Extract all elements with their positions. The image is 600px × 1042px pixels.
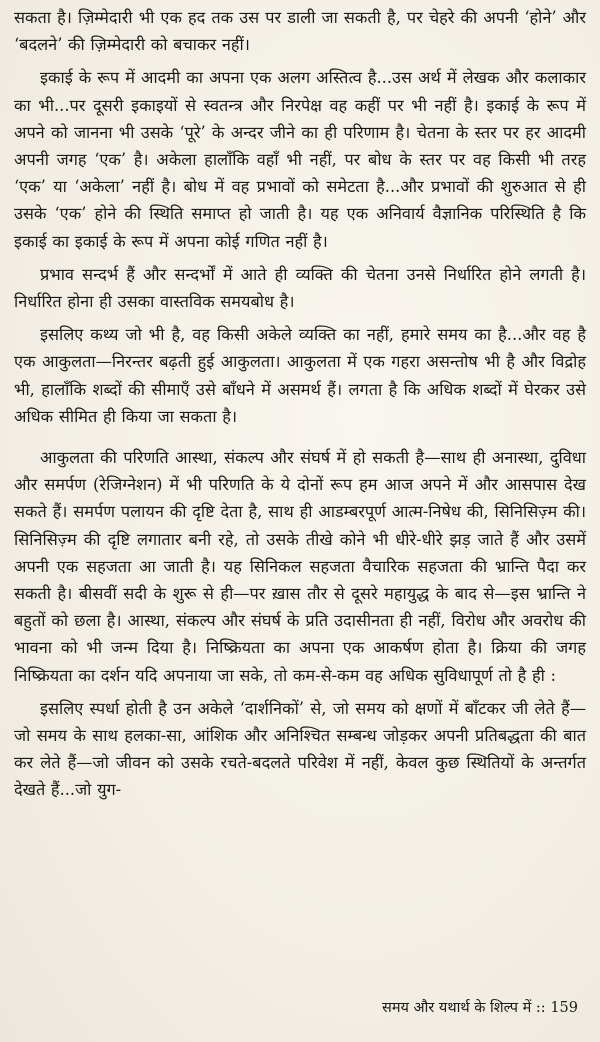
paragraph-3: प्रभाव सन्दर्भ हैं और सन्दर्भों में आते ही व्यक्ति की चेतना उनसे निर्धारित होने लगती है। निर्धारित होना ही उसका वास्तविक समयबोध है।	[14, 264, 586, 312]
paragraph-2: इकाई के रूप में आदमी का अपना एक अलग अस्तित्व है...उस अर्थ में लेखक और कलाकार का भी...पर दूसरी इकाइयों से स्वतन्त्र और निरपेक्ष वह कहीं पर भी नहीं है। इकाई के रूप में अपने को जानना भी उसके ‘पूरे’ के अन्दर जीने का ही परिणाम है। चेतना के स्तर पर हर आदमी अपनी जगह ‘एक’ है। अकेला हालाँकि वहाँ भी नहीं, पर बोध के स्तर पर वह किसी भी तरह ‘एक’ या ‘अकेला’ नहीं है। बोध में वह प्रभावों को समेटता है...और प्रभावों की शुरुआत से ही उसके ‘एक’ होने की स्थिति समाप्त हो जाती है। यह एक अनिवार्य वैज्ञानिक परिस्थिति है कि इकाई का इकाई के रूप में अपना कोई गणित नहीं है।	[14, 68, 586, 251]
paragraph-4: इसलिए कथ्य जो भी है, वह किसी अकेले व्यक्ति का नहीं, हमारे समय का है...और वह है एक आकुलता—निरन्तर बढ़ती हुई आकुलता। आकुलता में एक गहरा असन्तोष भी है और विद्रोह भी, हालाँकि शब्दों की सीमाएँ उसे बाँधने में असमर्थ हैं। लगता है कि अधिक शब्दों में घेरकर उसे अधिक सीमित ही किया जा सकता है।	[14, 325, 586, 426]
running-title: समय और यथार्थ के शिल्प में ::	[382, 1000, 546, 1016]
paragraph-6: इसलिए स्पर्धा होती है उन अकेले ‘दार्शनिकों’ से, जो समय को क्षणों में बाँटकर जी लेते हैं—जो समय के साथ हलका-सा, आंशिक और अनिश्चित सम्बन्ध जोड़कर अपनी प्रतिबद्धता की बात कर लेते हैं—जो जीवन को उसके रचते-बदलते परिवेश में नहीं, केवल कुछ स्थितियों के अन्तर्गत देखते हैं...जो युग-	[14, 698, 586, 800]
page-footer	[382, 998, 578, 1018]
page-number: 159	[550, 1000, 578, 1016]
page-body	[14, 4, 586, 804]
paragraph-5: आकुलता की परिणति आस्था, संकल्प और संघर्ष में हो सकती है—साथ ही अनास्था, दुविधा और समर्पण (रेजिग्नेशन) में भी परिणति के ये दोनों रूप हम आज अपने में और आसपास देख सकते हैं। समर्पण पलायन की दृष्टि देता है, साथ ही आडम्बरपूर्ण आत्म-निषेध की, सिनिसिज़्म की। सिनिसिज़्म की दृष्टि लगातार बनी रहे, तो उसके तीखे कोने भी धीरे-धीरे झड़ जाते हैं और उसमें अपनी एक सहजता आ जाती है। यह सिनिकल सहजता वैचारिक सहजता की भ्रान्ति पैदा कर सकती है। बीसवीं सदी के शुरू से ही—पर ख़ास तौर से दूसरे महायुद्ध के बाद से—इस भ्रान्ति ने बहुतों को छला है। आस्था, संकल्प और संघर्ष के प्रति उदासीनता ही नहीं, विरोध और अवरोध की भावना को भी जन्म दिया है। निष्क्रियता का अपना एक आकर्षण होता है। क्रिया की जगह निष्क्रियता का दर्शन यदि अपनाया जा सके, तो कम-से-कम वह अधिक सुविधापूर्ण तो है ही :	[14, 448, 586, 685]
paragraph-1: सकता है। ज़िम्मेदारी भी एक हद तक उस पर डाली जा सकती है, पर चेहरे की अपनी ‘होने’ और ‘बदलने’ की ज़िम्मेदारी को बचाकर नहीं।	[14, 8, 586, 55]
